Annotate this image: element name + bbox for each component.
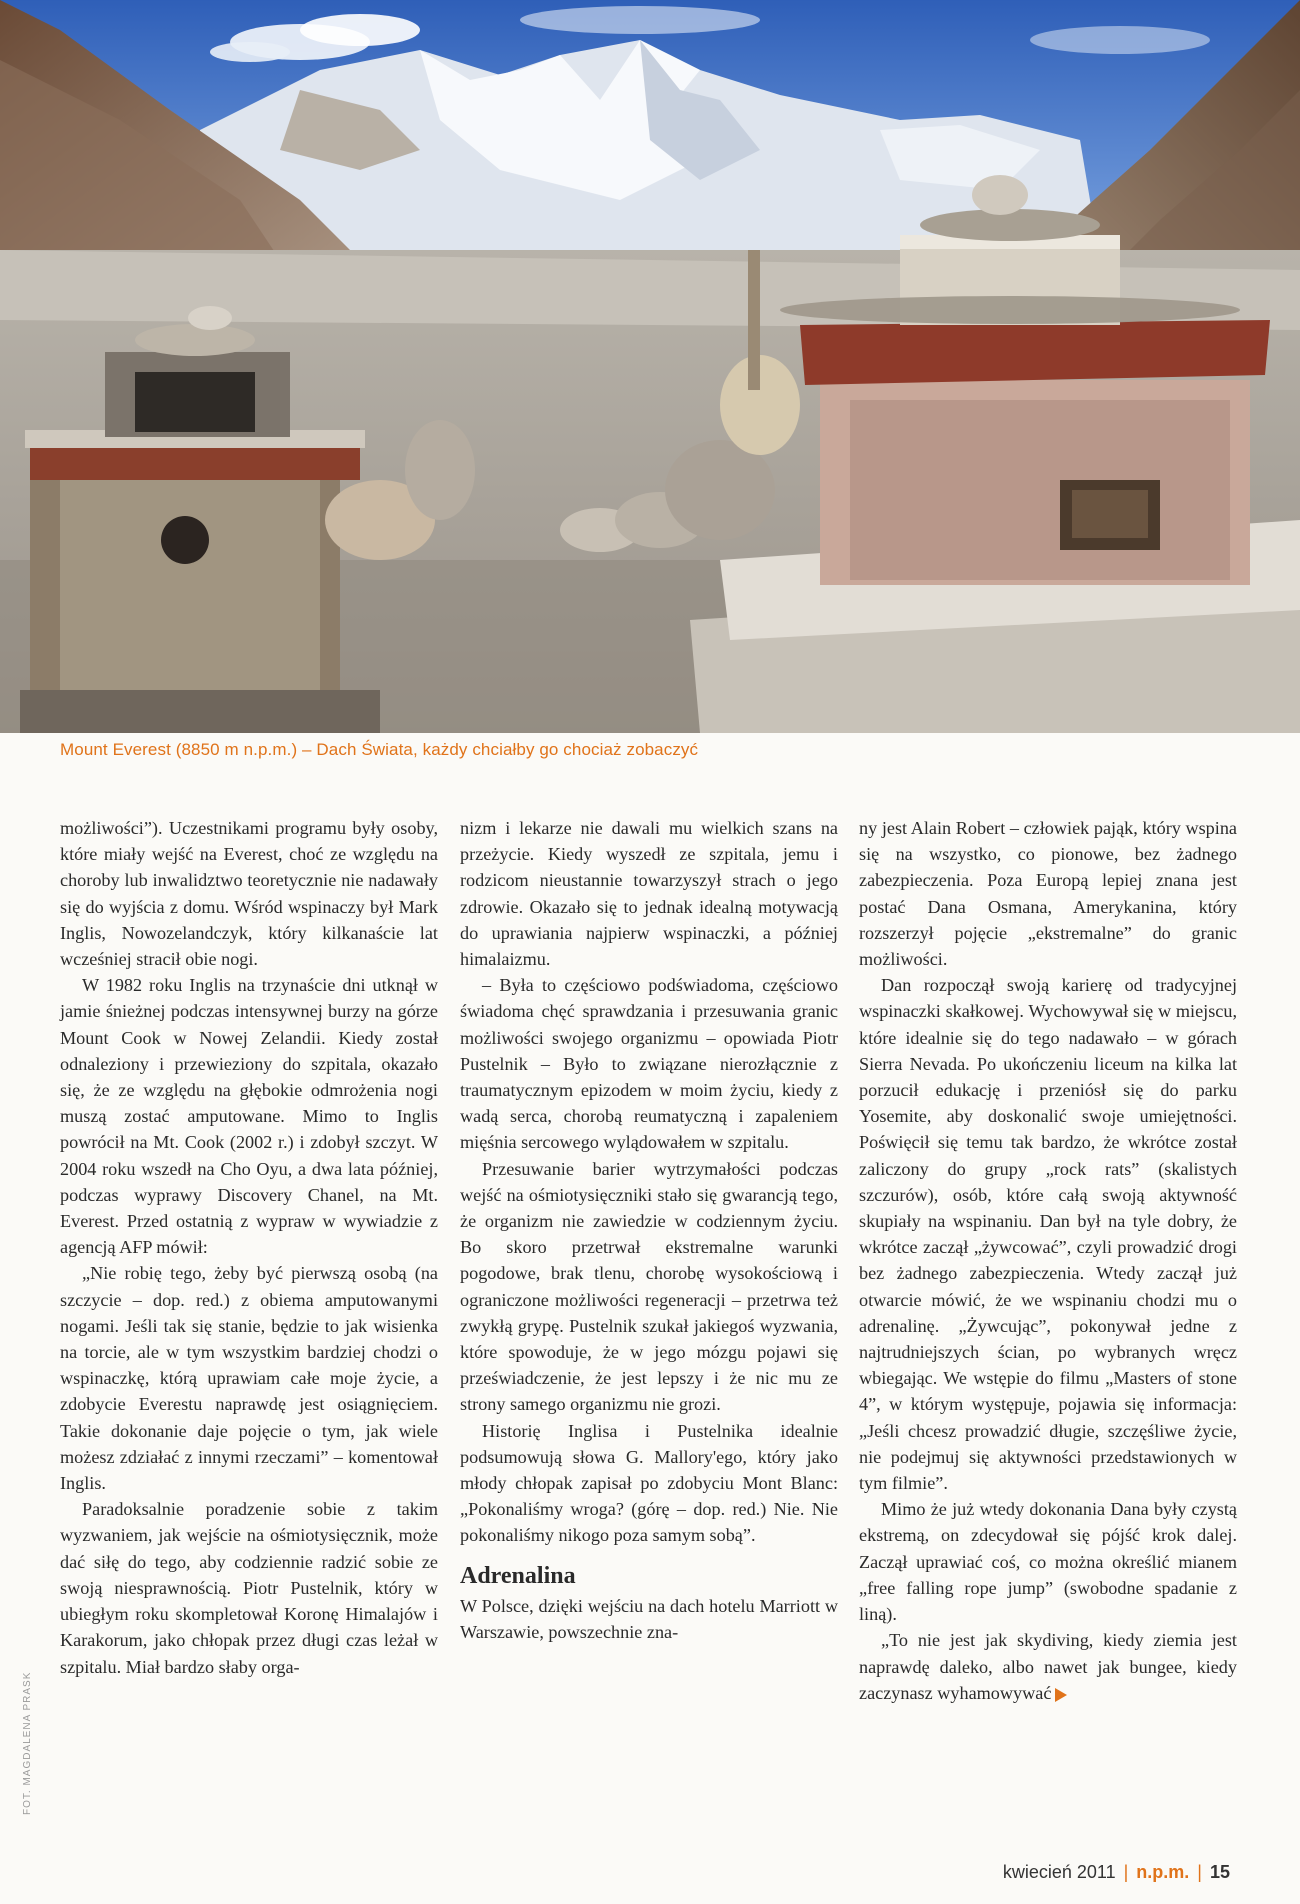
paragraph: W 1982 roku Inglis na trzynaście dni utknął w jamie śnieżnej podczas intensywnej burzy na górze Mount Cook w Nowej Zelandii. Kiedy został odnaleziony i przewieziony do szpitala, okazało się, że ze względu na głębokie odmrożenia nogi muszą zostać amputowane. Mimo to Inglis powrócił na Mt. Cook (2002 r.) i zdobył szczyt. W 2004 roku wszedł na Cho Oyu, a dwa lata później, podczas wyprawy Discovery Chanel, na Mt. Everest. Przed ostatnią z wypraw w wywiadzie z agencją AFP mówił: [60, 975, 438, 1258]
separator: | [1123, 1862, 1129, 1882]
issue-date: kwiecień 2011 [1002, 1862, 1116, 1882]
everest-photo [0, 0, 1300, 733]
paragraph: Przesuwanie barier wytrzymałości podczas wejść na ośmiotysięczniki stało się gwarancją tego, że organizm nie zawiedzie w codziennym życiu. Bo skoro przetrwał ekstremalne warunki pogodowe, brak tlenu, chorobę wysokościową i ograniczone możliwości regeneracji – przetrwa też zwykłą grypę. Pustelnik szukał jakiegoś wyzwania, które spowoduje, że w jego mózgu pojawi się przeświadczenie, że jest lepszy i że nic mu ze strony samego organizmu nie grozi. [460, 1158, 838, 1415]
paragraph: nizm i lekarze nie dawali mu wielkich szans na przeżycie. Kiedy wyszedł ze szpitala, jemu i rodzicom nieustannie towarzyszył strach o jego zdrowie. Okazało się to jednak idealną motywacją do uprawiania najpierw wspinaczki, a później himalaizmu. [460, 818, 838, 970]
paragraph-text: „To nie jest jak skydiving, kiedy ziemia jest naprawdę daleko, albo nawet jak bungee, kiedy zaczynasz wyhamowywać [859, 1630, 1237, 1703]
paragraph-with-arrow [859, 1627, 1237, 1706]
continue-arrow-icon [1055, 1688, 1067, 1702]
section-heading: Adrenalina [460, 1562, 576, 1589]
photo-caption: Mount Everest (8850 m n.p.m.) – Dach Świata, każdy chciałby go chociaż zobaczyć [60, 740, 699, 759]
paragraph: Mimo że już wtedy dokonania Dana były czystą ekstremą, on zdecydował się pójść krok dalej. Zaczął uprawiać coś, co można określić mianem „free falling rope jump” (swobodne spadanie z liną). [859, 1499, 1237, 1625]
paragraph: W Polsce, dzięki wejściu na dach hotelu Marriott w Warszawie, powszechnie zna- [460, 1595, 838, 1642]
paragraph: – Była to częściowo podświadoma, częściowo świadoma chęć sprawdzania i przesuwania granic możliwości swojego organizmu – opowiada Piotr Pustelnik – Było to związane nierozłącznie z traumatycznym epizodem w moim życiu, kiedy z wadą serca, chorobą reumatyczną i zapaleniem mięśnia sercowego wylądowałem w szpitalu. [460, 975, 838, 1153]
magazine-brand: n.p.m. [1136, 1862, 1190, 1882]
article-column-1 [60, 815, 438, 1680]
paragraph: „Nie robię tego, żeby być pierwszą osobą (na szczycie – dop. red.) z obiema amputowanymi nogami. Jeśli tak się stanie, będzie to jak wisienka na torcie, ale w tym wszystkim bardziej chodzi o wspinaczkę, którą uprawiam całe moje życie, a zdobycie Everestu naprawdę jest osiągnięciem. Takie dokonanie daje pojęcie o tym, jak wiele możesz zdziałać z innymi rzeczami” – komentował Inglis. [60, 1263, 438, 1494]
paragraph: Historię Inglisa i Pustelnika idealnie podsumowują słowa G. Mallory'ego, który jako młody chłopak zapisał po zdobyciu Mont Blanc: „Pokonaliśmy wroga? (górę – dop. red.) Nie. Nie pokonaliśmy nikogo poza samym sobą”. [460, 1420, 838, 1546]
page-number: 15 [1209, 1862, 1230, 1882]
photo-credit: FOT. MAGDALENA PRASK [22, 1671, 33, 1815]
separator: | [1197, 1862, 1202, 1882]
paragraph: ny jest Alain Robert – człowiek pająk, który wspina się na wszystko, co pionowe, bez żadnego zabezpieczenia. Poza Europą lepiej znana jest postać Dana Osmana, Amerykanina, który rozszerzył pojęcie „ekstremalne” do granic możliwości. [859, 818, 1237, 970]
article-column-3 [859, 815, 1237, 1706]
paragraph: Dan rozpoczął swoją karierę od tradycyjnej wspinaczki skałkowej. Wychowywał się w miejscu, które idealnie się do tego nadawało – w górach Sierra Nevada. Po ukończeniu liceum na kilka lat porzucił edukację i przeniósł się do parku Yosemite, aby doskonalić swoje umiejętności. Poświęcił się temu tak bardzo, że wkrótce został zaliczony do grupy „rock rats” (skalistych szczurów), osób, które całą swoją aktywność skupiały na wspinaniu. Dan był na tyle dobry, że wkrótce zaczął „żywcować”, czyli prowadzić drogi bez żadnego zabezpieczenia. Wtedy zaczął już otwarcie mówić, że we wspinaniu chodzi mu o adrenalinę. „Żywcując”, pokonywał jedne z najtrudniejszych ścian, po wybranych wręcz wbiegając. We wstępie do filmu „Masters of stone 4”, w którym występuje, pojawia się informacja: „Jeśli chcesz prowadzić długie, szczęśliwe życie, nie podejmuj się aktywności przedstawionych w tym filmie”. [859, 975, 1237, 1494]
paragraph: możliwości”). Uczestnikami programu były osoby, które miały wejść na Everest, choć ze względu na choroby lub inwalidztwo teoretycznie nie nadawały się do wyjścia z domu. Wśród wspinaczy był Mark Inglis, Nowozelandczyk, który kilkanaście lat wcześniej stracił obie nogi. [60, 818, 438, 970]
page-footer [1003, 1862, 1230, 1883]
paragraph: Paradoksalnie poradzenie sobie z takim wyzwaniem, jak wejście na ośmiotysięcznik, może dać siłę do tego, aby codziennie radzić sobie ze swoją niesprawnością. Piotr Pustelnik, który w ubiegłym roku skompletował Koronę Himalajów i Karakorum, jako chłopak przez długi czas leżał w szpitalu. Miał bardzo słaby orga- [60, 1499, 438, 1677]
article-column-2 [460, 815, 838, 1645]
